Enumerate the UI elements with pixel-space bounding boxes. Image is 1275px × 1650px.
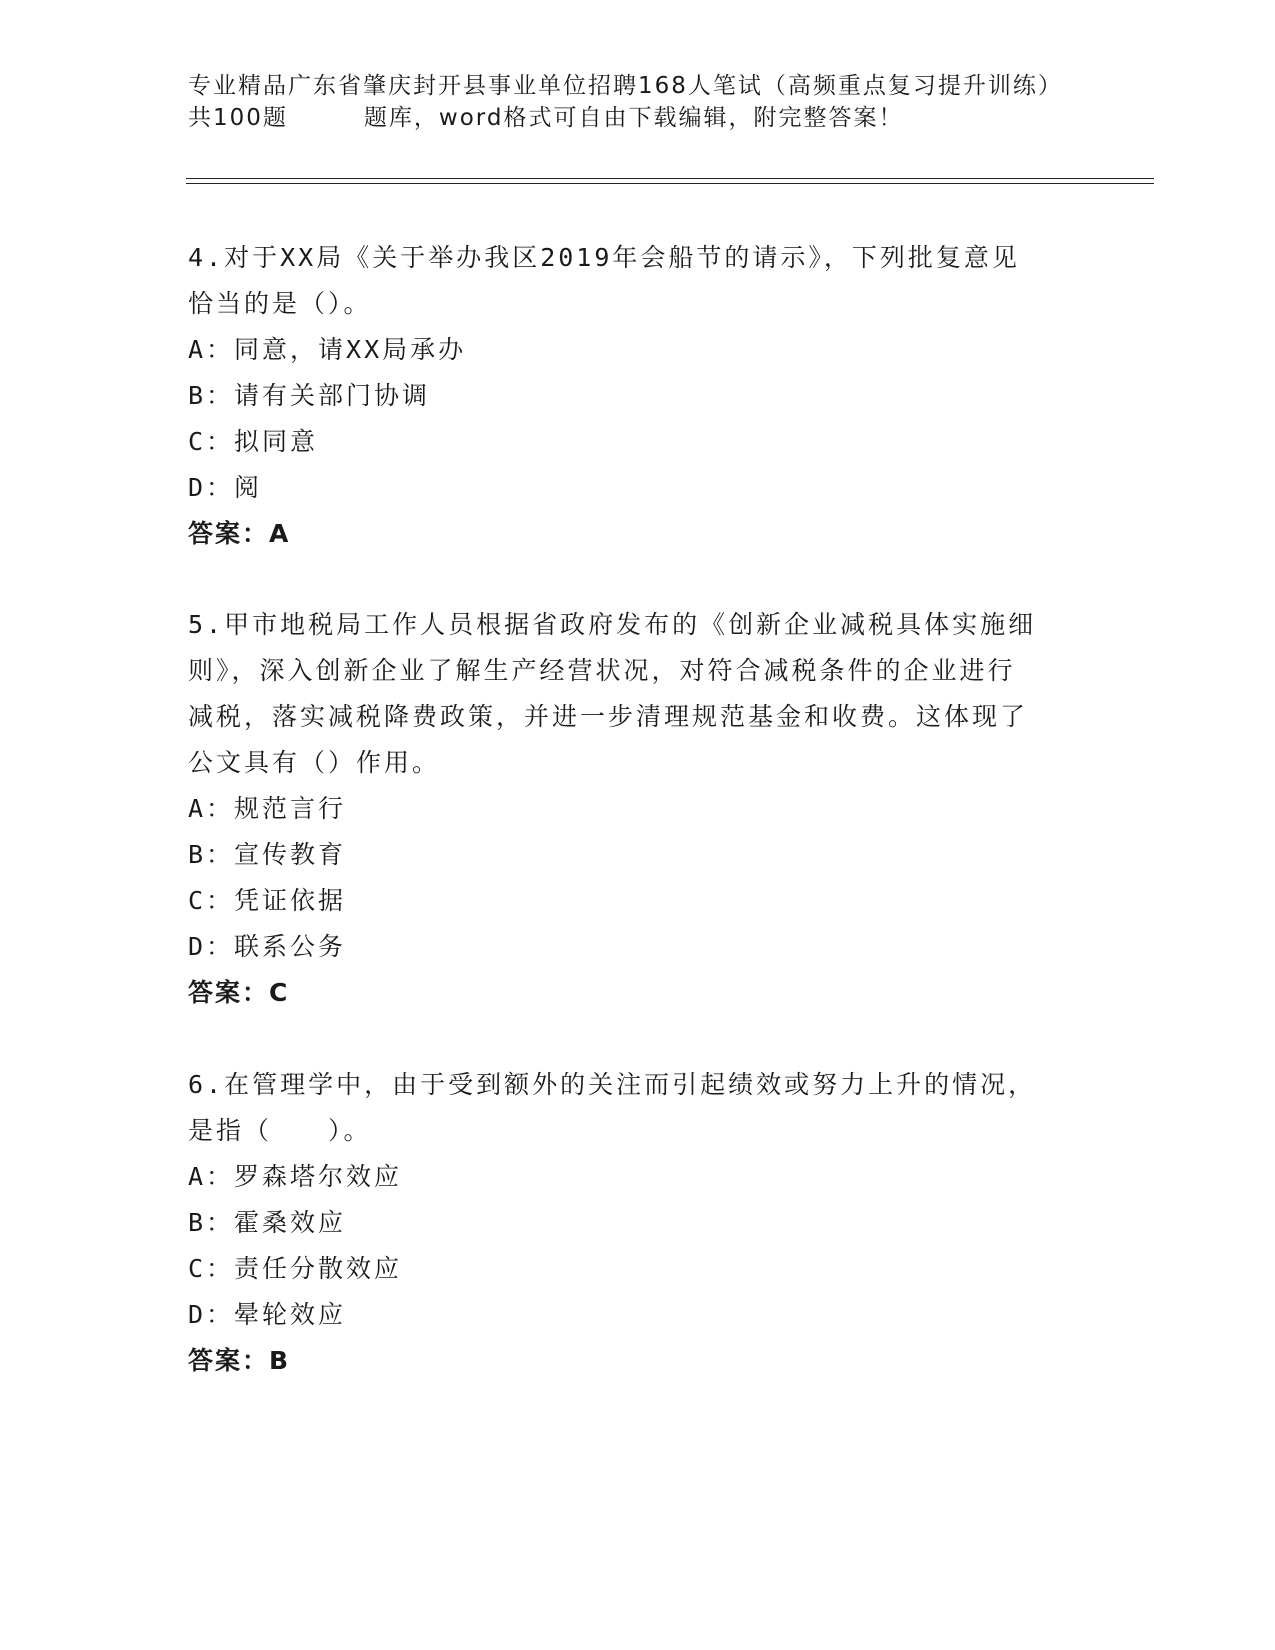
question-5	[188, 602, 1068, 1016]
question-4	[188, 235, 1068, 557]
question-stem: 公文具有（）作用。	[188, 748, 441, 777]
option-c: C：凭证依据	[188, 886, 347, 915]
option-b: B：宣传教育	[188, 840, 347, 869]
header-divider-top	[186, 178, 1154, 179]
option-b: B：霍桑效应	[188, 1208, 347, 1237]
header-description: 题库，word格式可自由下载编辑，附完整答案！	[363, 105, 904, 131]
question-6	[188, 1062, 1068, 1384]
answer: 答案：B	[188, 1346, 291, 1375]
option-b: B：请有关部门协调	[188, 381, 431, 410]
option-a: A：罗森塔尔效应	[188, 1162, 403, 1191]
question-stem: 恰当的是（）。	[188, 289, 372, 318]
question-stem: 则》，深入创新企业了解生产经营状况，对符合减税条件的企业进行	[188, 656, 1016, 685]
header-title-line: 专业精品广东省肇庆封开县事业单位招聘168人笔试（高频重点复习提升训练）	[188, 73, 1063, 99]
header-divider-bottom	[186, 183, 1154, 184]
option-a: A：规范言行	[188, 794, 347, 823]
option-d: D：联系公务	[188, 932, 347, 961]
question-stem: 5.甲市地税局工作人员根据省政府发布的《创新企业减税具体实施细	[188, 610, 1037, 639]
document-header	[188, 70, 1088, 134]
header-subtitle-line	[188, 102, 1088, 134]
option-c: C：责任分散效应	[188, 1254, 403, 1283]
question-stem: 4.对于XX局《关于举办我区2019年会船节的请示》，下列批复意见	[188, 243, 1020, 272]
answer: 答案：C	[188, 978, 290, 1007]
question-stem: 是指（ ）。	[188, 1116, 372, 1145]
option-c: C：拟同意	[188, 427, 319, 456]
option-d: D：阅	[188, 473, 263, 502]
answer: 答案：A	[188, 519, 291, 548]
question-stem: 减税，落实减税降费政策，并进一步清理规范基金和收费。这体现了	[188, 702, 1029, 731]
question-stem: 6.在管理学中，由于受到额外的关注而引起绩效或努力上升的情况，	[188, 1070, 1037, 1099]
header-question-count: 共100题	[188, 105, 288, 131]
option-d: D：晕轮效应	[188, 1300, 347, 1329]
option-a: A：同意，请XX局承办	[188, 335, 467, 364]
